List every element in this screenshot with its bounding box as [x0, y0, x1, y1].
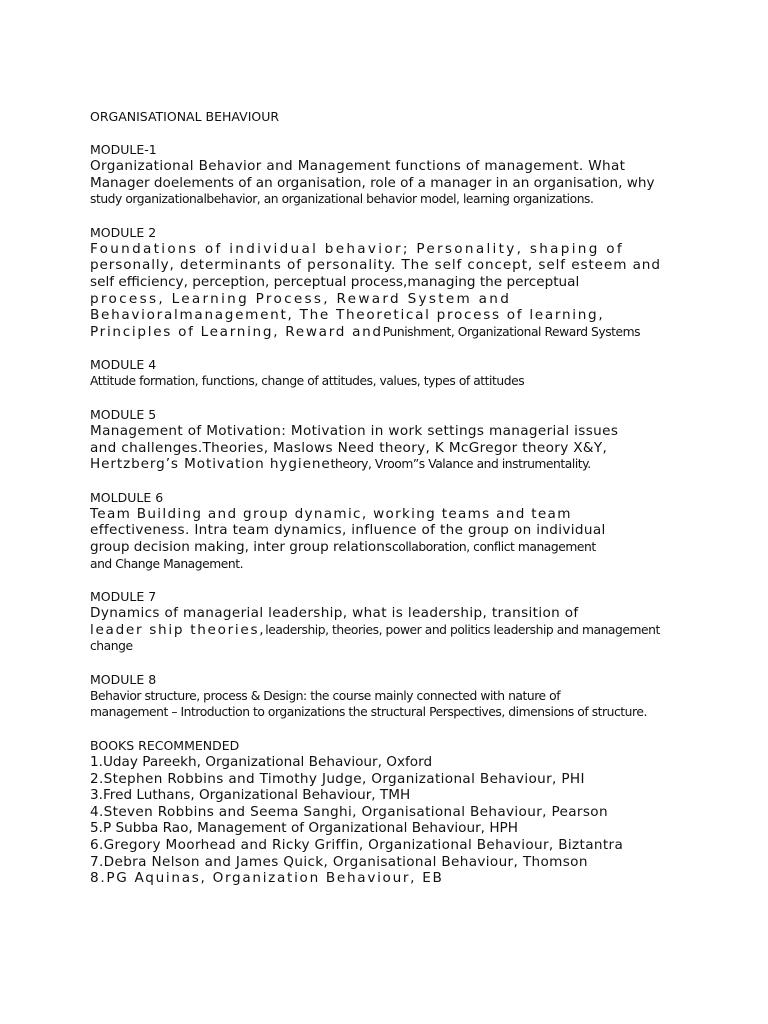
text-line — [90, 522, 690, 539]
module-text — [90, 373, 690, 390]
text-line — [90, 257, 690, 274]
text-line — [90, 274, 690, 291]
wide-text: effectiveness. Intra team dynamics, influence of the group on individual — [90, 522, 606, 539]
text-line — [90, 556, 690, 573]
text-line — [90, 539, 690, 556]
book-item: 2.Stephen Robbins and Timothy Judge, Organizational Behaviour, PHI — [90, 770, 585, 787]
narrow-text: theory, Vroom”s Valance and instrumentality. — [330, 457, 591, 472]
text-line — [90, 440, 690, 457]
wide-text: Principles of Learning, Reward and — [90, 323, 383, 340]
narrow-text: and Change Management. — [90, 556, 244, 571]
module-text — [90, 688, 690, 721]
module-heading: MODULE 5 — [90, 406, 157, 422]
wide-text: Organizational Behavior and Management functions of management. What — [90, 158, 626, 174]
wide-text: Dynamics of managerial leadership, what is leadership, transition of — [90, 605, 579, 622]
document-body — [90, 109, 690, 904]
document-title: ORGANISATIONAL BEHAVIOUR — [90, 109, 280, 124]
narrow-text: study organizationalbehavior, an organizational behavior model, learning organizations. — [90, 192, 594, 207]
narrow-text: Punishment, Organizational Reward Systems — [382, 324, 641, 339]
text-line — [90, 373, 690, 390]
module-text — [90, 241, 690, 341]
wide-text: Manager doelements of an organisation, role of a manager in an organisation, why — [90, 174, 655, 191]
books-section — [90, 738, 690, 887]
module-heading: MODULE 7 — [90, 589, 157, 605]
wide-text: leader ship theories, — [90, 621, 266, 638]
text-line — [90, 191, 690, 208]
module-heading: MODULE-1 — [90, 142, 157, 157]
wide-text: Hertzberg’s Motivation hygiene — [90, 456, 331, 473]
text-line — [90, 638, 690, 655]
wide-text: Management of Motivation: Motivation in work settings managerial issues — [90, 422, 619, 439]
module-heading: MODULE 2 — [90, 224, 157, 240]
module-heading: MOLDULE 6 — [90, 489, 164, 505]
narrow-text: leadership, theories, power and politics leadership and management — [265, 622, 660, 637]
wide-text: and challenges.Theories, Maslows Need theory, K McGregor theory X&Y, — [90, 439, 608, 456]
text-line — [90, 506, 690, 523]
text-line — [90, 605, 690, 622]
book-item: 8.PG Aquinas, Organization Behaviour, EB — [90, 870, 444, 887]
book-item: 4.Steven Robbins and Seema Sanghi, Organisational Behaviour, Pearson — [90, 803, 608, 820]
module-heading: MODULE 8 — [90, 671, 157, 687]
text-line — [90, 622, 690, 639]
text-line — [90, 291, 690, 308]
text-line — [90, 456, 690, 473]
wide-text: personally, determinants of personality. The self concept, self esteem and — [90, 257, 661, 274]
books-list — [90, 754, 690, 887]
module-heading: MODULE 4 — [90, 357, 157, 373]
book-item: 3.Fred Luthans, Organizational Behaviour, TMH — [90, 787, 411, 804]
wide-text: self efficiency, perception, perceptual process,managing the perceptual — [90, 273, 580, 290]
book-item: 1.Uday Pareekh, Organizational Behaviour, Oxford — [90, 754, 433, 771]
module-text — [90, 506, 690, 572]
text-line — [90, 423, 690, 440]
wide-text: Team Building and group dynamic, working teams and team — [90, 505, 572, 522]
narrow-text: management – Introduction to organizations the structural Perspectives, dimensions of structure. — [90, 705, 647, 720]
book-item: 5.P Subba Rao, Management of Organizational Behaviour, HPH — [90, 820, 518, 837]
module-text — [90, 605, 690, 655]
text-line — [90, 324, 690, 341]
module-section — [90, 142, 690, 208]
wide-text: Foundations of individual behavior; Personality, shaping of — [90, 240, 624, 257]
text-line — [90, 158, 690, 175]
module-text — [90, 158, 690, 208]
text-line — [90, 175, 690, 192]
books-heading: BOOKS RECOMMENDED — [90, 738, 240, 754]
module-section — [90, 225, 690, 341]
narrow-text: Attitude formation, functions, change of attitudes, values, types of attitudes — [90, 374, 525, 389]
module-section — [90, 357, 690, 390]
module-section — [90, 407, 690, 473]
wide-text: Behavioralmanagement, The Theoretical process of learning, — [90, 307, 605, 324]
wide-text: group decision making, inter group relations — [90, 538, 392, 555]
narrow-text: collaboration, conflict management — [391, 539, 596, 554]
book-item: 7.Debra Nelson and James Quick, Organisational Behaviour, Thomson — [90, 853, 588, 870]
text-line — [90, 307, 690, 324]
narrow-text: change — [90, 639, 133, 654]
book-item: 6.Gregory Moorhead and Ricky Griffin, Organizational Behaviour, Biztantra — [90, 837, 624, 854]
module-section — [90, 490, 690, 572]
text-line — [90, 704, 690, 721]
text-line — [90, 241, 690, 258]
text-line — [90, 688, 690, 705]
module-text — [90, 423, 690, 473]
module-section — [90, 672, 690, 721]
wide-text: process, Learning Process, Reward System and — [90, 290, 512, 307]
narrow-text: Behavior structure, process & Design: the course mainly connected with nature of — [90, 688, 561, 703]
module-section — [90, 589, 690, 655]
